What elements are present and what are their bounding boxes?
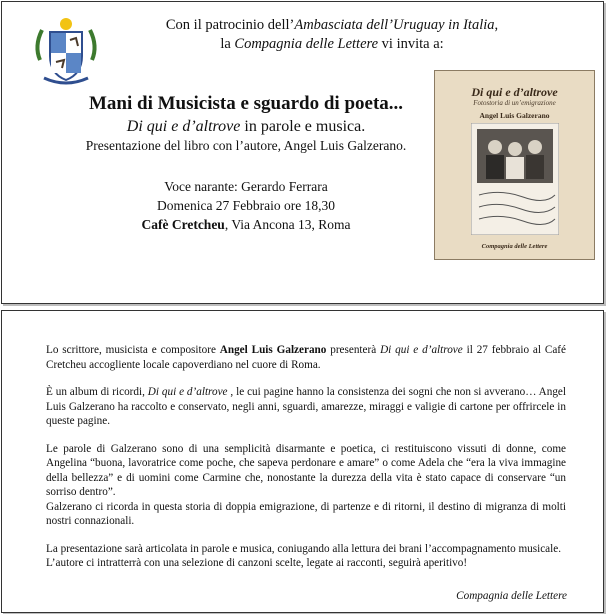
book-title: Di qui e d’altrove xyxy=(471,85,558,99)
event-description xyxy=(46,343,566,571)
uruguay-coat-of-arms-icon xyxy=(30,16,102,88)
invitation-card-bottom xyxy=(1,310,604,613)
event-details xyxy=(96,177,396,234)
paragraph-3: Le parole di Galzerano sono di una semplicità disarmante e poetica, ci restituiscono vissuti di donne, come Angelina “buona, lavoratrice come poche, che sapeva perdonare e amare” o come Adela che “era la viva immagine della bellezza” e di uomini come Carmine che, nonostante la durezza della vita è stato capace di conservare “un sorriso dentro”. Galzerano ci ricorda in questa storia di doppia emigrazione, di partenze e di ritorni, il destino di migranza di molti nostri connazionali. xyxy=(46,442,566,527)
paragraph-1: Lo scrittore, musicista e compositore Angel Luis Galzerano presenterà Di qui e d’altrove il 27 febbraio al Café Cretcheu accogliente locale capoverdiano nel cuore di Roma. xyxy=(46,344,566,371)
presentation-line: Presentazione del libro con l’autore, Angel Luis Galzerano. xyxy=(85,138,407,153)
book-publisher: Compagnia delle Lettere xyxy=(481,243,548,250)
date-line: Domenica 27 Febbraio ore 18,30 xyxy=(156,198,336,213)
signature: Compagnia delle Lettere xyxy=(456,590,567,602)
event-subtitle: Di qui e d’altrove in parole e musica. xyxy=(126,118,366,135)
event-title: Mani di Musicista e sguardo di poeta... xyxy=(88,93,404,114)
invitation-header xyxy=(142,16,522,54)
book-author: Angel Luis Galzerano xyxy=(479,111,550,120)
header-line-2: la Compagnia delle Lettere vi invita a: xyxy=(220,36,444,52)
paragraph-5: La presentazione sarà articolata in parole e musica, coniugando alla lettura dei brani l’accompagnamento musicale. L’autore ci intratterrà con una selezione di canzoni scelte, legate ai racconti, seguirà aperitivo! xyxy=(46,542,562,569)
paragraph-2: È un album di ricordi, Di qui e d’altrove , le cui pagine hanno la consistenza dei sogni che non si avverano… Angel Luis Galzerano ha raccolto e conservato, negli anni, sguardi, amarezze, miraggi e valigie di cartone per offrircele in queste pagine. xyxy=(46,386,566,427)
narrator-line: Voce narante: Gerardo Ferrara xyxy=(164,179,328,194)
family-photo-icon xyxy=(471,123,559,235)
book-subtitle: Fotostoria di un’emigrazione xyxy=(473,99,556,107)
book-cover-image xyxy=(434,70,595,260)
header-line-1: Con il patrocinio dell’Ambasciata dell’Uruguay in Italia, xyxy=(165,17,499,33)
event-title-block xyxy=(56,92,436,155)
invitation-card-top xyxy=(1,1,604,304)
venue-line: Cafè Cretcheu, Via Ancona 13, Roma xyxy=(141,217,351,232)
